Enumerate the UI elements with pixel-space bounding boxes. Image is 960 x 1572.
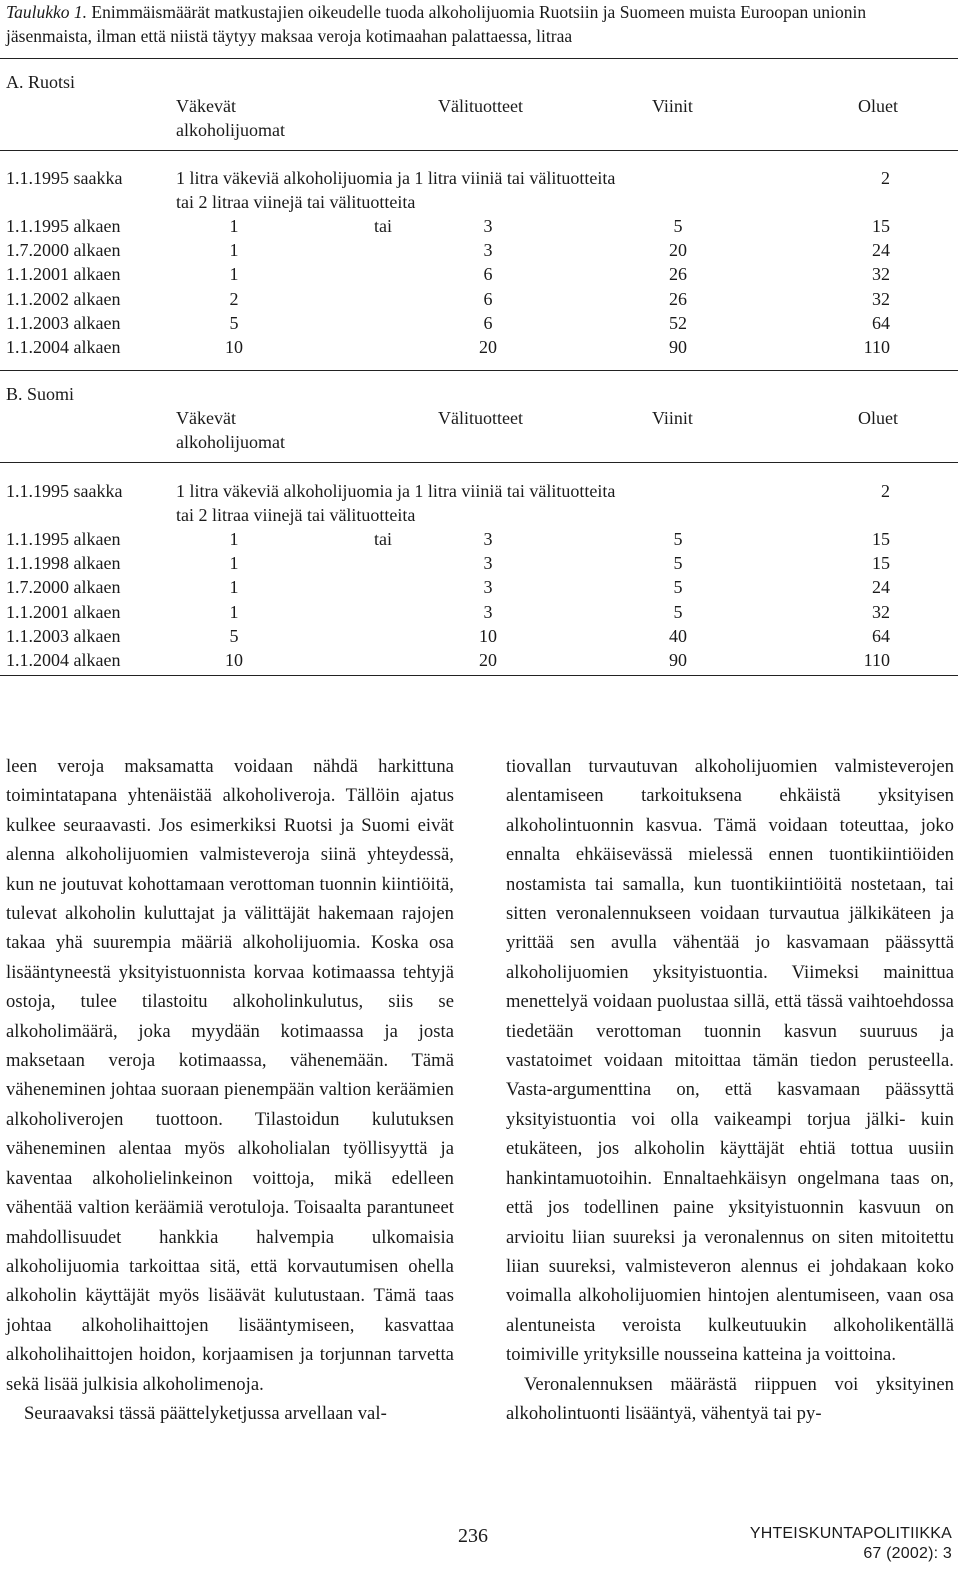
row-intermediate: 20 <box>479 650 497 670</box>
body-paragraph: leen veroja maksamatta voidaan nähdä harkittuna toimintatapana yhtenäistää alkoholiveroja. Tällöin ajatus kulkee seuraavasti. Jos esimerkiksi Ruotsi ja Suomi eivät alenna alkoholijuomien valmisteveroja siinä yhteydessä, kun ne joutuvat kohottamaan verottoman tuonnin kiintiöitä, tulevat alkoholin kuluttajat ja välittäjät hakemaan rajojen takaa yhä suurempia määriä alkoholijuomia. Koska osa lisääntyneestä yksityistuonnista korvaa kotimaassa tehtyjä ostoja, tulee tilastoitu alkoholinkulutus, siis se alkoholimäärä, joka myydään kotimaassa ja josta maksetaan veroja kotimaassa, vähenemään. Tämä väheneminen johtaa suoraan pienempään valtion keräämien alkoholiverojen tuottoon. Tilastoidun kulutuksen väheneminen alentaa myös alkoholialan työllisyyttä ja kaventaa alkoholielinkeinon voittoja, mikä edelleen vähentää valtion keräämiä verotuloja. Toisaalta parantuneet mahdollisuudet hankkia halvempia ulkomaisia alkoholijuomia tarkoittaa sitä, että korvautumisen ohella alkoholin käyttäjät myös lisäävät kulutustaan. Tämä taas johtaa alkoholihaittojen lisääntymiseen, kasvattaa alkoholihaittojen hoidon, korjaamisen ja torjunnan tarvetta sekä lisää julkisia alkoholimenoja. <box>6 756 454 1395</box>
section-a-first-beer: 2 <box>881 168 890 188</box>
page-number: 236 <box>458 1525 488 1547</box>
row-spirits: 10 <box>225 650 243 670</box>
section-b-first-text-2: tai 2 litraa viinejä tai välituotteita <box>176 505 416 525</box>
row-intermediate: 3 <box>483 216 493 236</box>
row-spirits: 2 <box>229 288 239 309</box>
section-a-first-text-1: 1 litra väkeviä alkoholijuomia ja 1 litra viiniä tai välituotteita <box>176 168 616 188</box>
row-beer: 32 <box>872 264 890 285</box>
row-spirits: 10 <box>225 337 243 357</box>
section-a-bottom-rule <box>0 370 958 371</box>
row-spirits: 1 <box>229 577 239 598</box>
section-b-title: B. Suomi <box>6 384 75 404</box>
header-wine: Viinit <box>652 96 693 116</box>
header-intermediate-b: Välituotteet <box>438 408 523 428</box>
row-date: 1.1.1995 alkaen <box>6 529 121 549</box>
header-spirits-b: Väkevät alkoholijuomat <box>176 408 285 452</box>
row-spirits: 1 <box>229 240 239 261</box>
journal-issue: 67 (2002): 3 <box>863 1545 952 1562</box>
row-wine: 5 <box>673 577 683 598</box>
header-spirits: Väkevät alkoholijuomat <box>176 96 285 140</box>
row-date: 1.1.2004 alkaen <box>6 650 121 670</box>
row-intermediate: 6 <box>483 312 493 333</box>
row-date: 1.1.1995 alkaen <box>6 216 121 236</box>
row-spirits: 5 <box>229 312 239 333</box>
row-date: 1.1.2001 alkaen <box>6 601 121 622</box>
row-date: 1.7.2000 alkaen <box>6 240 121 261</box>
section-a-title: A. Ruotsi <box>6 72 76 92</box>
journal-footer <box>750 1524 952 1564</box>
table-bottom-rule <box>0 675 958 676</box>
row-beer: 64 <box>872 625 890 646</box>
table-top-rule <box>0 58 958 59</box>
row-intermediate: 3 <box>483 529 493 549</box>
row-date: 1.1.2001 alkaen <box>6 264 121 285</box>
row-beer: 64 <box>872 312 890 333</box>
row-intermediate: 3 <box>483 601 493 622</box>
row-beer: 32 <box>872 601 890 622</box>
body-paragraph: tiovallan turvautuvan alkoholijuomien valmisteverojen alentamiseen tarkoituksena ehkäistä yksityisen alkoholintuonnin kasvua. Tämä voidaan toteuttaa, joko ennalta ehkäisevässä mielessä ennen tuontikiintiöiden nostamista tai samalla, kun tuontikiintiöitä nostetaan, tai sitten veronalennukseen voidaan turvautua jälkikäteen ja yrittää sen avulla vähentää jo kasvamaan päässyttä alkoholijuomien yksityistuontia. Viimeksi mainittua menettelyä voidaan puolustaa sillä, että tässä vaihtoehdossa tiedetään verottoman tuonnin kasvun suuruus ja vastatoimet voidaan mitoittaa tämän tiedon perusteella. Vasta-argumenttina on, että kasvamaan päässyttä yksityistuontia voi olla vaikeampi torjua jälki- kuin etukäteen, jos alkoholin käyttäjät ehtiä tottua uusiin hankintamuotoihin. Ennaltaehkäisyn ongelmana taas on, että jos todellinen paine yksityistuonnin kasvuun on arvioitu liian suureksi ja veronalennus on siten mitoitettu liian suureksi, valmisteveron alennus ei johdakaan koko voimalla alkoholijuomien hintojen alentumiseen, vaan osa alentuneista veroista kulkeutuukin alkoholikentällä toimiville yrityksille nousseina katteina ja voittoina. <box>506 756 954 1366</box>
section-b-first-date: 1.1.1995 saakka <box>6 481 123 501</box>
row-date: 1.1.2003 alkaen <box>6 312 121 333</box>
row-intermediate: 20 <box>479 337 497 357</box>
body-column-left <box>6 752 454 1428</box>
row-intermediate: 6 <box>483 264 493 285</box>
section-b-header-rule <box>0 462 958 463</box>
row-wine: 26 <box>669 264 687 285</box>
row-wine: 52 <box>669 312 687 333</box>
row-beer: 32 <box>872 288 890 309</box>
row-spirits: 1 <box>229 216 239 236</box>
row-beer: 110 <box>863 337 890 357</box>
row-date: 1.7.2000 alkaen <box>6 577 121 598</box>
row-wine: 5 <box>673 216 683 236</box>
row-beer: 24 <box>872 240 890 261</box>
row-spirits: 5 <box>229 625 239 646</box>
row-wine: 90 <box>669 337 687 357</box>
row-date: 1.1.2002 alkaen <box>6 288 121 309</box>
row-intermediate: 6 <box>483 288 493 309</box>
row-wine: 5 <box>673 529 683 549</box>
row-date: 1.1.2003 alkaen <box>6 625 121 646</box>
row-beer: 24 <box>872 577 890 598</box>
row-or: tai <box>374 216 392 236</box>
section-a-first-date: 1.1.1995 saakka <box>6 168 123 188</box>
row-intermediate: 10 <box>479 625 497 646</box>
journal-name: YHTEISKUNTAPOLITIIKKA <box>749 1525 952 1542</box>
header-beer: Oluet <box>858 96 898 116</box>
row-date: 1.1.1998 alkaen <box>6 553 121 574</box>
table-caption <box>6 0 956 48</box>
section-b-first-beer: 2 <box>881 481 890 501</box>
header-intermediate: Välituotteet <box>438 96 523 116</box>
section-a-first-text-2: tai 2 litraa viinejä tai välituotteita <box>176 192 416 212</box>
section-a-header-rule <box>0 150 958 151</box>
row-intermediate: 3 <box>483 240 493 261</box>
section-b-first-text-1: 1 litra väkeviä alkoholijuomia ja 1 litra viiniä tai välituotteita <box>176 481 616 501</box>
row-beer: 15 <box>872 529 890 549</box>
row-wine: 90 <box>669 650 687 670</box>
table-caption-text: Enimmäismäärät matkustajien oikeudelle tuoda alkoholijuomia Ruotsiin ja Suomeen muista Euroopan unionin jäsenmaista, ilman että niistä täytyy maksaa veroja kotimaahan palattaessa, litraa <box>6 2 867 46</box>
header-beer-b: Oluet <box>858 408 898 428</box>
body-paragraph: Seuraavaksi tässä päättelyketjussa arvellaan val- <box>24 1402 387 1424</box>
row-wine: 5 <box>673 553 683 574</box>
header-wine-b: Viinit <box>652 408 693 428</box>
row-spirits: 1 <box>229 529 239 549</box>
row-spirits: 1 <box>229 264 239 285</box>
row-intermediate: 3 <box>483 577 493 598</box>
body-column-right <box>506 752 954 1428</box>
row-or: tai <box>374 529 392 549</box>
row-spirits: 1 <box>229 553 239 574</box>
row-intermediate: 3 <box>483 553 493 574</box>
row-beer: 15 <box>872 553 890 574</box>
row-wine: 5 <box>673 601 683 622</box>
row-spirits: 1 <box>229 601 239 622</box>
row-beer: 110 <box>863 650 890 670</box>
table-label: Taulukko 1. <box>6 2 88 22</box>
row-date: 1.1.2004 alkaen <box>6 337 121 357</box>
row-wine: 40 <box>669 625 687 646</box>
row-beer: 15 <box>872 216 890 236</box>
body-paragraph: Veronalennuksen määrästä riippuen voi yksityinen alkoholintuonti lisääntyä, vähentyä tai py- <box>506 1373 954 1424</box>
row-wine: 26 <box>669 288 687 309</box>
row-wine: 20 <box>669 240 687 261</box>
